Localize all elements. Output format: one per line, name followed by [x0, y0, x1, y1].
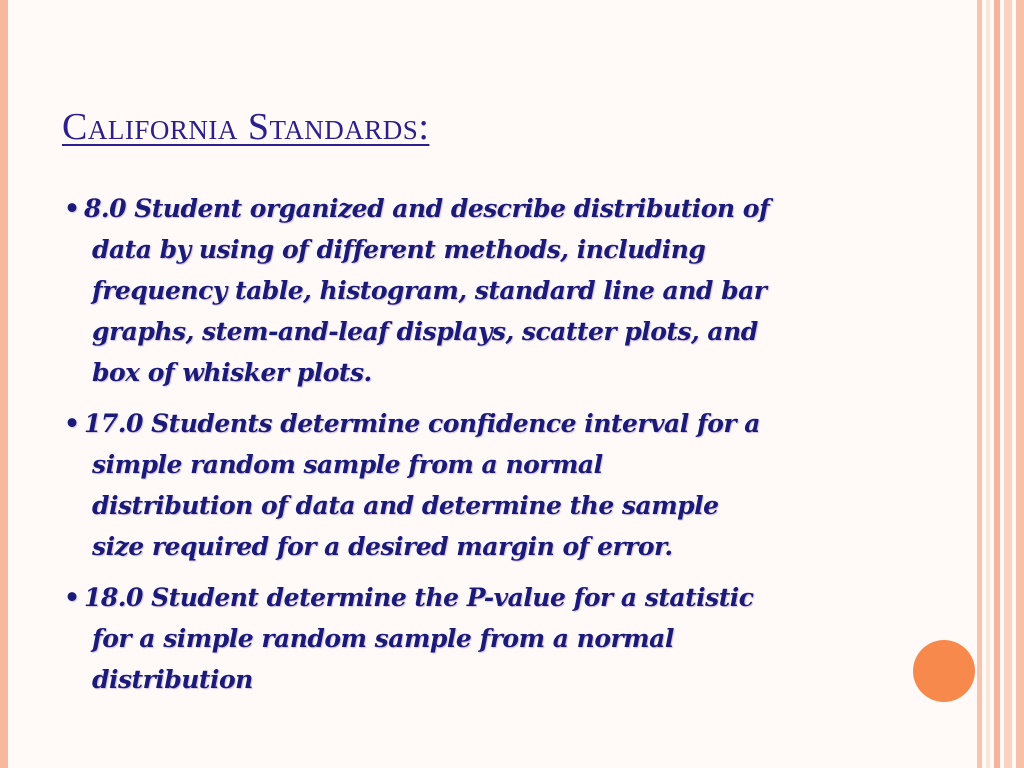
item-text-line: box of whisker plots.	[92, 358, 372, 387]
decorative-stripes	[972, 0, 1024, 768]
item-text-line: 17.0 Students determine confidence interval for a	[84, 409, 760, 438]
item-text-line: simple random sample from a normal	[92, 450, 603, 479]
item-text-line: graphs, stem-and-leaf displays, scatter plots, and	[92, 317, 758, 346]
standard-item-17	[64, 403, 894, 567]
bullet-icon: •	[64, 583, 80, 612]
slide-title: California Standards:	[62, 106, 430, 148]
item-text-line: 8.0 Student organized and describe distribution of	[84, 194, 770, 223]
stripe	[1016, 0, 1024, 768]
stripe	[977, 0, 982, 768]
standard-item-18	[64, 577, 894, 700]
item-text-line: for a simple random sample from a normal	[92, 624, 674, 653]
bullet-icon: •	[64, 194, 80, 223]
item-text-line: distribution of data and determine the sample	[92, 491, 719, 520]
standard-item-8	[64, 188, 894, 393]
stripe	[1004, 0, 1012, 768]
stripe	[986, 0, 990, 768]
standards-list	[64, 188, 894, 710]
item-text-line: 18.0 Student determine the P-value for a statistic	[84, 583, 754, 612]
item-text-line: distribution	[92, 665, 253, 694]
stripe	[994, 0, 1000, 768]
item-text-line: size required for a desired margin of error.	[92, 532, 673, 561]
bullet-icon: •	[64, 409, 80, 438]
item-text-line: data by using of different methods, including	[92, 235, 706, 264]
accent-circle	[913, 640, 975, 702]
item-text-line: frequency table, histogram, standard line and bar	[92, 276, 767, 305]
